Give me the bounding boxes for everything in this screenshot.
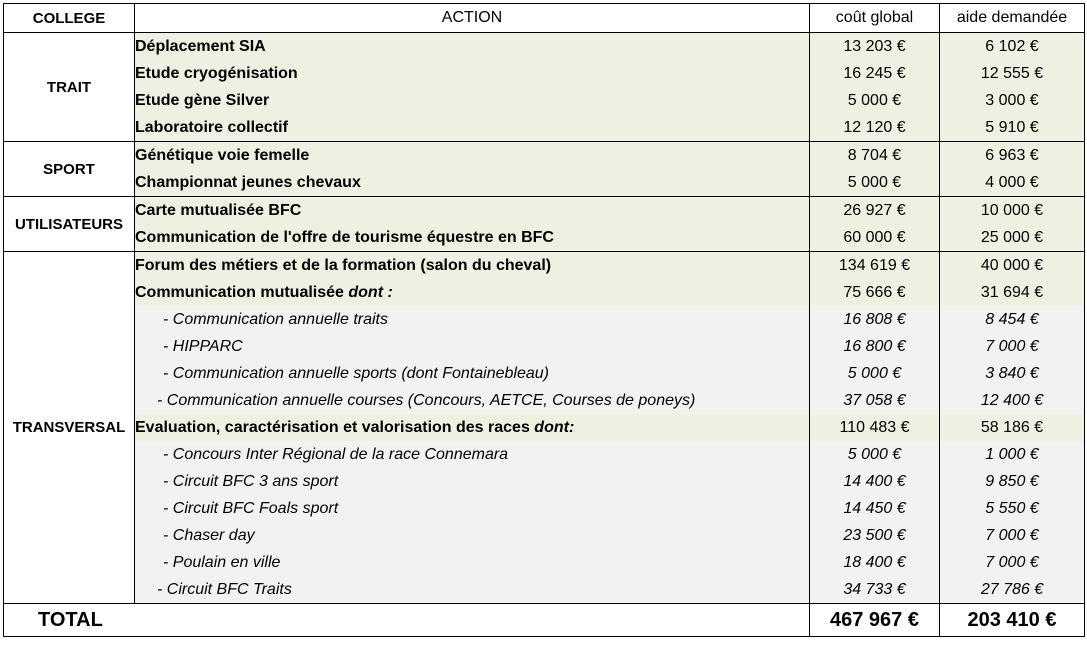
aid-cell: 58 186 € — [940, 414, 1085, 441]
college-sport: SPORT — [4, 142, 135, 197]
action-cell: Déplacement SIA — [135, 33, 810, 61]
cost-cell: 5 000 € — [810, 360, 940, 387]
table-row — [4, 142, 1085, 170]
aid-cell: 4 000 € — [940, 169, 1085, 197]
cost-cell: 8 704 € — [810, 142, 940, 170]
action-cell: Carte mutualisée BFC — [135, 197, 810, 225]
cost-cell: 110 483 € — [810, 414, 940, 441]
action-cell: Communication de l'offre de tourisme équestre en BFC — [135, 224, 810, 252]
cost-cell: 75 666 € — [810, 279, 940, 306]
college-utilisateurs: UTILISATEURS — [4, 197, 135, 252]
cost-cell: 13 203 € — [810, 33, 940, 61]
header-row — [4, 4, 1085, 33]
action-cell: - Concours Inter Régional de la race Connemara — [135, 441, 810, 468]
table-row — [4, 252, 1085, 280]
table-row — [4, 360, 1085, 387]
total-row — [4, 604, 1085, 637]
cost-cell: 12 120 € — [810, 114, 940, 142]
action-suffix: dont: — [534, 418, 575, 436]
table-row — [4, 495, 1085, 522]
action-cell: - Circuit BFC Foals sport — [135, 495, 810, 522]
cost-cell: 5 000 € — [810, 169, 940, 197]
aid-cell: 12 555 € — [940, 60, 1085, 87]
aid-cell: 1 000 € — [940, 441, 1085, 468]
aid-cell: 8 454 € — [940, 306, 1085, 333]
action-cell: Forum des métiers et de la formation (salon du cheval) — [135, 252, 810, 280]
table-row — [4, 224, 1085, 252]
cost-cell: 5 000 € — [810, 441, 940, 468]
aid-cell: 6 963 € — [940, 142, 1085, 170]
table-row — [4, 468, 1085, 495]
cost-cell: 16 808 € — [810, 306, 940, 333]
aid-cell: 10 000 € — [940, 197, 1085, 225]
cost-cell: 26 927 € — [810, 197, 940, 225]
table-row — [4, 549, 1085, 576]
header-cost: coût global — [810, 4, 940, 33]
action-cell: Etude gène Silver — [135, 87, 810, 114]
table-row — [4, 33, 1085, 61]
table-row — [4, 333, 1085, 360]
table-row — [4, 576, 1085, 604]
action-cell: Laboratoire collectif — [135, 114, 810, 142]
aid-cell: 7 000 € — [940, 522, 1085, 549]
aid-cell: 5 550 € — [940, 495, 1085, 522]
aid-cell: 31 694 € — [940, 279, 1085, 306]
action-cell: Etude cryogénisation — [135, 60, 810, 87]
action-cell: - Circuit BFC 3 ans sport — [135, 468, 810, 495]
aid-cell: 7 000 € — [940, 333, 1085, 360]
cost-cell: 34 733 € — [810, 576, 940, 604]
cost-cell: 14 450 € — [810, 495, 940, 522]
action-label: Evaluation, caractérisation et valorisation des races — [135, 418, 530, 436]
action-cell: - Chaser day — [135, 522, 810, 549]
aid-cell: 7 000 € — [940, 549, 1085, 576]
cost-cell: 18 400 € — [810, 549, 940, 576]
table-row — [4, 306, 1085, 333]
action-cell: Génétique voie femelle — [135, 142, 810, 170]
aid-cell: 40 000 € — [940, 252, 1085, 280]
college-transversal: TRANSVERSAL — [4, 252, 135, 604]
cost-cell: 14 400 € — [810, 468, 940, 495]
aid-cell: 3 000 € — [940, 87, 1085, 114]
table-row — [4, 169, 1085, 197]
college-trait: TRAIT — [4, 33, 135, 142]
action-cell — [135, 414, 810, 441]
table-row — [4, 387, 1085, 414]
aid-cell: 6 102 € — [940, 33, 1085, 61]
cost-cell: 37 058 € — [810, 387, 940, 414]
cost-cell: 60 000 € — [810, 224, 940, 252]
aid-cell: 27 786 € — [940, 576, 1085, 604]
action-cell: - Circuit BFC Traits — [135, 576, 810, 604]
aid-cell: 12 400 € — [940, 387, 1085, 414]
header-college: COLLEGE — [4, 4, 135, 33]
total-label: TOTAL — [4, 604, 810, 637]
table-row — [4, 197, 1085, 225]
cost-cell: 5 000 € — [810, 87, 940, 114]
cost-cell: 16 245 € — [810, 60, 940, 87]
cost-cell: 23 500 € — [810, 522, 940, 549]
action-label: Communication mutualisée — [135, 283, 344, 301]
table-row — [4, 114, 1085, 142]
aid-cell: 3 840 € — [940, 360, 1085, 387]
table-row — [4, 522, 1085, 549]
aid-cell: 9 850 € — [940, 468, 1085, 495]
action-cell: - Communication annuelle courses (Concours, AETCE, Courses de poneys) — [135, 387, 810, 414]
aid-cell: 25 000 € — [940, 224, 1085, 252]
action-cell: - Communication annuelle sports (dont Fontainebleau) — [135, 360, 810, 387]
budget-table — [3, 3, 1085, 637]
action-suffix: dont : — [348, 283, 393, 301]
action-cell: - Communication annuelle traits — [135, 306, 810, 333]
total-aid: 203 410 € — [940, 604, 1085, 637]
header-aid: aide demandée — [940, 4, 1085, 33]
table-row — [4, 279, 1085, 306]
table-row — [4, 441, 1085, 468]
table-row — [4, 414, 1085, 441]
action-cell: Championnat jeunes chevaux — [135, 169, 810, 197]
action-cell — [135, 279, 810, 306]
header-action: ACTION — [135, 4, 810, 33]
action-cell: - Poulain en ville — [135, 549, 810, 576]
cost-cell: 16 800 € — [810, 333, 940, 360]
total-cost: 467 967 € — [810, 604, 940, 637]
table-row — [4, 60, 1085, 87]
table-row — [4, 87, 1085, 114]
aid-cell: 5 910 € — [940, 114, 1085, 142]
action-cell: - HIPPARC — [135, 333, 810, 360]
cost-cell: 134 619 € — [810, 252, 940, 280]
